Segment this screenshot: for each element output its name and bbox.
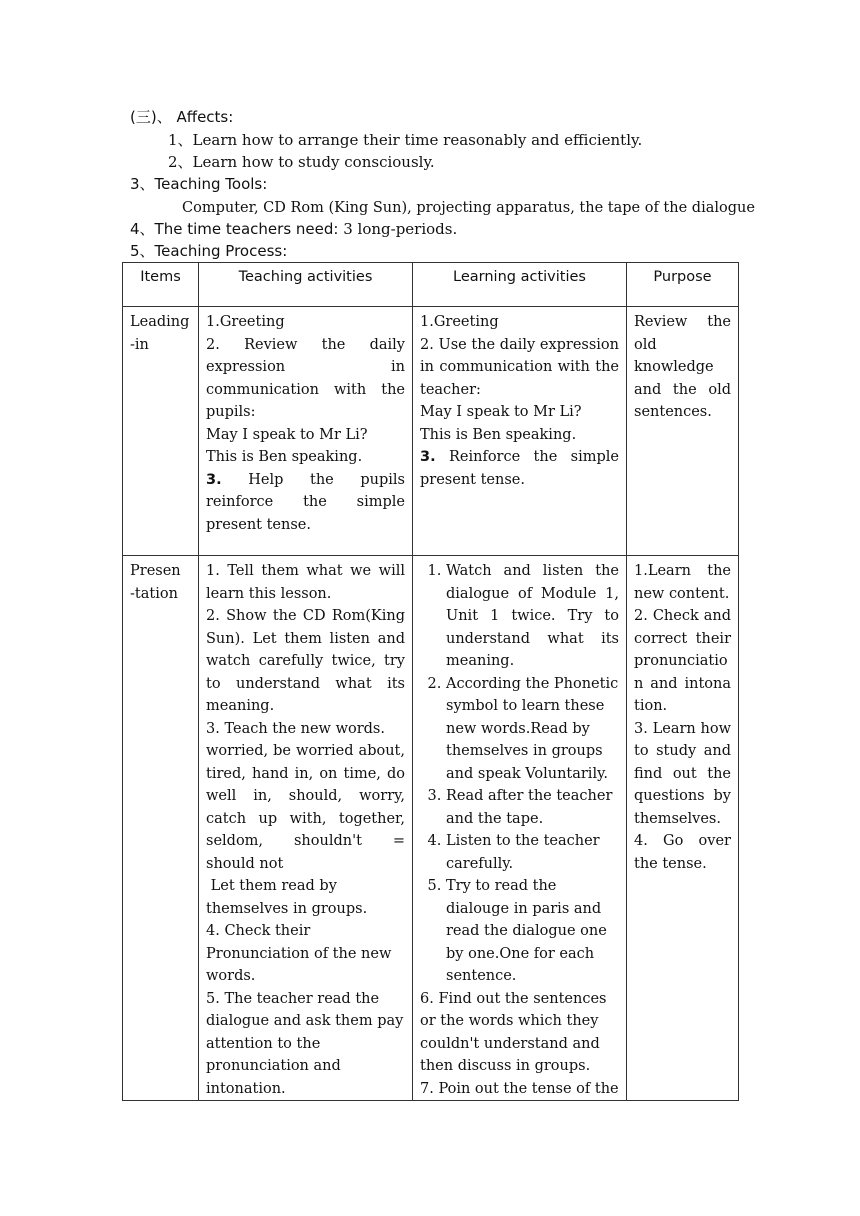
step-text: Help the pupils reinforce the simple present tense. — [206, 471, 405, 533]
teaching-process-table — [122, 262, 739, 1101]
teaching-step: This is Ben speaking. — [206, 449, 363, 465]
teaching-step: 4. Check their Pronunciation of the new words. — [206, 923, 392, 984]
purpose-cell — [627, 307, 739, 556]
list-item: 2. According the Phonetic symbol to learn these new words.Read by themselves in groups and speak Voluntarily. — [446, 673, 619, 786]
learning-cell — [413, 556, 627, 1101]
teaching-step: 3. Teach the new words. — [206, 720, 385, 737]
time-value: 3 long-periods. — [343, 220, 458, 238]
teaching-step: 1. Tell them what we will learn this lesson. — [206, 563, 405, 602]
learning-step: May I speak to Mr Li? — [420, 404, 582, 420]
item-label: Presen — [130, 563, 181, 579]
tools-heading: 3、Teaching Tools: — [130, 175, 268, 193]
list-item: 5. Try to read the dialouge in paris and read the dialogue one by one.One for each sentence. — [446, 875, 619, 988]
item-cell — [123, 556, 199, 1101]
purpose-text: Review the old knowledge and the old sentences. — [634, 314, 731, 420]
header-items: Items — [123, 263, 199, 307]
list-item: 1. Watch and listen the dialogue of Module 1, Unit 1 twice. Try to understand what its meaning. — [446, 560, 619, 673]
step-number: 3. — [206, 471, 222, 488]
affect-item-1: 1、Learn how to arrange their time reasonably and efficiently. — [168, 131, 643, 149]
list-item: 4. Listen to the teacher carefully. — [446, 830, 619, 875]
learning-list — [420, 560, 619, 988]
time-line — [130, 218, 457, 240]
teaching-cell — [199, 556, 413, 1101]
teaching-step: May I speak to Mr Li? — [206, 426, 368, 443]
teaching-cell — [199, 307, 413, 556]
tools-text: Computer, CD Rom (King Sun), projecting apparatus, the tape of the dialogue — [182, 200, 755, 216]
teaching-step — [206, 469, 405, 537]
step-text: Reinforce the simple present tense. — [420, 449, 620, 488]
purpose-text: 2. Check and correct their pronunciation and intonation. — [634, 608, 731, 714]
table-row — [123, 556, 739, 1101]
learning-cell — [413, 307, 627, 556]
step-number: 3. — [420, 449, 436, 465]
header-teaching-activities: Teaching activities — [199, 263, 413, 307]
learning-step: 7. Poin out the tense of the — [420, 1080, 619, 1097]
learning-step: 2. Use the daily expression in communication with the teacher: — [420, 336, 619, 398]
item-label: Leading — [130, 314, 190, 330]
item-label: -in — [130, 336, 149, 353]
table-header-row — [123, 263, 739, 307]
learning-step — [420, 446, 619, 491]
time-heading: 4、The time teachers need: — [130, 220, 339, 238]
teaching-step: Let them read by themselves in groups. — [206, 878, 368, 917]
teaching-step: 2. Review the daily expression in communication with the pupils: — [206, 336, 405, 420]
learning-step: This is Ben speaking. — [420, 426, 577, 443]
table-row — [123, 307, 739, 556]
process-heading: 5、Teaching Process: — [130, 242, 288, 260]
purpose-text: 4. Go over the tense. — [634, 833, 731, 872]
header-purpose: Purpose — [627, 263, 739, 307]
affect-item-2: 2、Learn how to study consciously. — [168, 153, 435, 171]
header-learning-activities: Learning activities — [413, 263, 627, 307]
list-item: 3. Read after the teacher and the tape. — [446, 785, 619, 830]
purpose-text: 1.Learn the new content. — [634, 563, 731, 602]
teaching-step: 5. The teacher read the dialogue and ask them pay attention to the pronunciation and intonation. — [206, 990, 404, 1097]
learning-step: 6. Find out the sentences or the words which they couldn't understand and then discuss in groups. — [420, 990, 607, 1074]
purpose-cell — [627, 556, 739, 1101]
item-cell — [123, 307, 199, 556]
teaching-step: worried, be worried about, tired, hand in, on time, do well in, should, worry, catch up with, together, seldom, shouldn't = should not — [206, 743, 405, 872]
teaching-step: 1.Greeting — [206, 314, 285, 330]
purpose-text: 3. Learn how to study and find out the questions by themselves. — [634, 720, 731, 827]
item-label: -tation — [130, 585, 178, 602]
affects-heading: (三)、 Affects: — [130, 108, 234, 126]
learning-step: 1.Greeting — [420, 314, 499, 330]
teaching-step: 2. Show the CD Rom(King Sun). Let them listen and watch carefully twice, try to understand what its meaning. — [206, 608, 405, 714]
